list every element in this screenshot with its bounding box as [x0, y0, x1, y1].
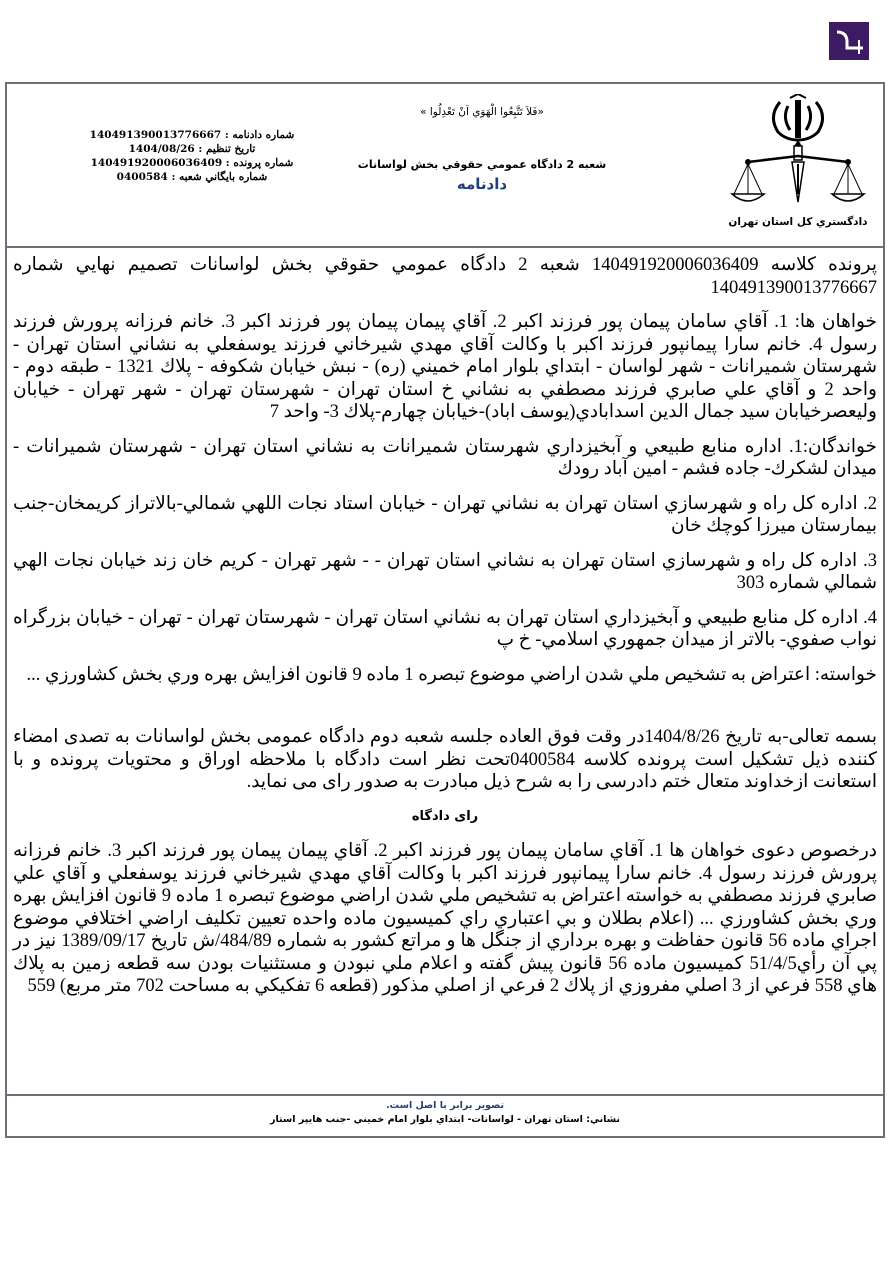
plaintiffs: خواهان ها: 1. آقاي سامان پيمان پور فرزند اكبر 2. آقاي پيمان پيمان پور فرزند اكبر 3. خانم فرزانه پرورش فرزند رسول 4. خانم سارا پيمانپور فرزند اكبر با وكالت آقاي مهدي شيرخاني فرزند يوسفعلي به نشاني استان تهران - شهرستان شميرانات - شهر لواسان - ابتداي بلوار امام خميني (ره) - نبش خيابان شكوفه - پلاك 1321 - طبقه دوم - واحد 2 و آقاي علي صابري فرزند مصطفي به نشاني خ استان تهران - شهرستان تهران - شهر تهران - خيابان وليعصرخيابان سيد جمال الدين اسدابادي(يوسف اباد)-خيابان چهارم-پلاك 3- واحد 7	[13, 312, 877, 422]
meta-date: تاريخ تنظيم : 1404/08/26	[128, 143, 256, 155]
claim: خواسته: اعتراض به تشخيص ملي شدن اراضي موضوع تبصره 1 ماده 9 قانون افزايش بهره وري بخش كشاورزي ...	[26, 664, 877, 685]
document-body	[7, 248, 883, 998]
app-logo-icon	[829, 22, 869, 60]
meta-case-number: شماره پرونده : 140491920006036409	[90, 157, 294, 169]
verse: «فَلاَ تَتَّبِعُوا الْهَوَي اَنْ تَعْدِلُوا »	[420, 106, 544, 118]
document-metadata	[77, 128, 307, 184]
meta-verdict-number: شماره دادنامه : 140491390013776667	[89, 129, 295, 141]
scales-of-justice-icon	[728, 94, 868, 214]
defendant-4: 4. اداره كل منابع طبيعي و آبخيزداري استان تهران به نشاني استان تهران - شهرستان تهران - تهران - خيابان بزرگراه نواب صفوي- بالاتر از ميدان جمهوري اسلامي- خ پ	[13, 607, 877, 650]
document-header	[7, 84, 883, 248]
case-summary: پرونده كلاسه 140491920006036409 شعبه 2 دادگاه عمومي حقوقي بخش لواسانات تصميم نهايي شماره 140491390013776667	[13, 255, 878, 298]
court-address: نشاني: استان تهران - لواسانات- ابتداي بلوار امام خميني -جنب هايپر استار	[270, 1114, 620, 1125]
session-intro: بسمه تعالی-به تاریخ 1404/8/26در وقت فوق العاده جلسه شعبه دوم دادگاه عمومی بخش لواسانات به تصدی امضاء کننده ذیل تشکیل است پرونده کلاسه 0400584تحت نظر است دادگاه با ملاحظه اوراق و محتویات پرونده و با استعانت ازخداوند متعال ختم دادرسی را به شرح ذیل مبادرت به صدور رای می نماید.	[13, 727, 877, 792]
judiciary-emblem	[723, 94, 873, 242]
defendant-1: خواندگان:1. اداره منابع طبيعي و آبخيزداري شهرستان شميرانات به نشاني استان تهران - شهرستان شميرانات - ميدان لشكرك- جاده فشم - امين آباد رودك	[13, 436, 877, 479]
defendant-3: 3. اداره كل راه و شهرسازي استان تهران به نشاني استان تهران - - شهر تهران - كريم خان زند خيابان نجات الهي شمالي شماره 303	[13, 550, 877, 593]
verdict-heading: رای دادگاه	[411, 808, 479, 824]
document-footer	[7, 1094, 883, 1136]
document-frame	[5, 82, 885, 1138]
certification-note: تصوير برابر با اصل است.	[385, 1100, 505, 1111]
header-center	[337, 106, 627, 193]
court-name: شعبه 2 دادگاه عمومي حقوقي بخش لواسانات	[357, 158, 607, 171]
document-title: دادنامه	[456, 175, 508, 193]
meta-archive-number: شماره بايگاني شعبه : 0400584	[116, 171, 268, 183]
verdict-text: درخصوص دعوی خواهان ها 1. آقاي سامان پيمان پور فرزند اكبر 2. آقاي پيمان پيمان پور فرزند اكبر 3. خانم فرزانه پرورش فرزند رسول 4. خانم سارا پيمانپور فرزند اكبر با وكالت آقاي مهدي شيرخاني فرزند يوسفعلي و آقاي علي صابري فرزند مصطفي به خواسته اعتراض به تشخيص ملي شدن اراضي موضوع تبصره 1 ماده 9 قانون افزايش بهره وري بخش كشاورزي ... (اعلام بطلان و بي اعتباري راي كميسيون ماده واحده تعيين تكليف اراضي اختلافي موضوع اجراي ماده 56 قانون حفاظت و بهره برداري از جنگل ها و مراتع كشور به شماره 484/89/ش تاريخ 1389/09/17 نيز در پي آن رأي51/4/5 كميسيون ماده 56 قانون پيش گفته و اعلام ملي نبودن و مستثنيات بودن سه قطعه زمين به پلاك هاي 558 فرعي از 3 اصلي مفروزي از پلاك 2 فرعي از اصلي مذكور (قطعه 6 تفكيكي به مساحت 702 متر مربع) 559	[13, 841, 878, 996]
emblem-label: دادگستري كل استان تهران	[728, 216, 868, 228]
defendant-2: 2. اداره كل راه و شهرسازي استان تهران به نشاني تهران - خيابان استاد نجات اللهي شمالي-بالاتراز كريمخان-جنب بيمارستان ميرزا كوچك خان	[13, 493, 877, 536]
